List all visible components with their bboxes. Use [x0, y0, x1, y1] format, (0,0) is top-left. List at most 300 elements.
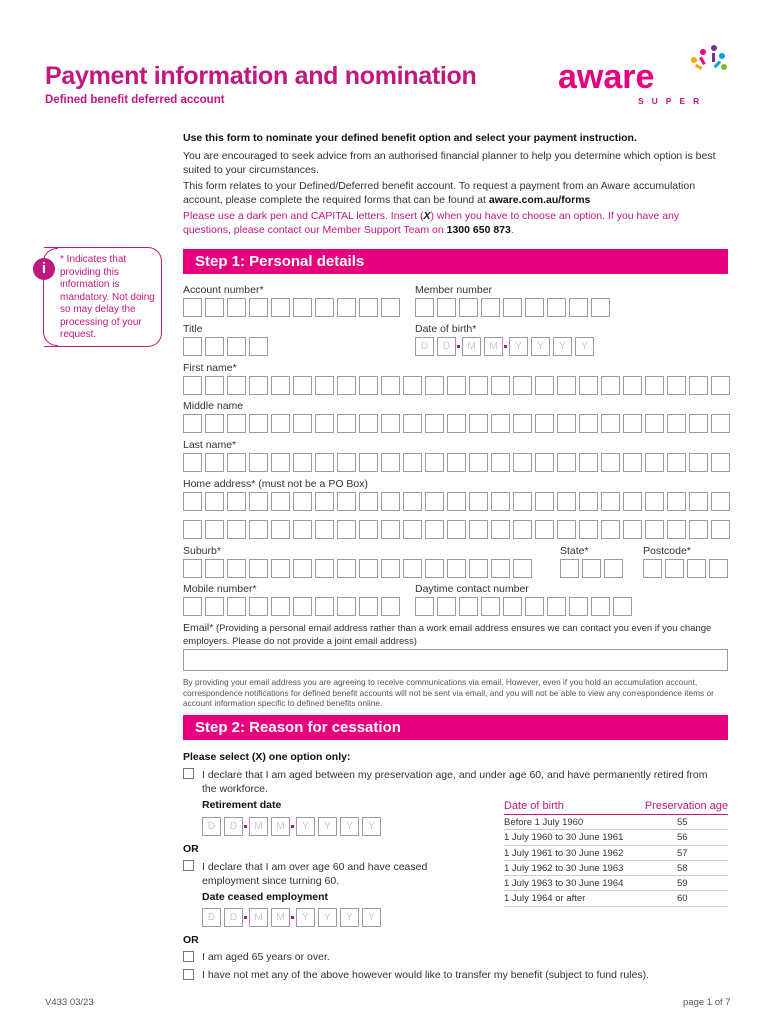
account-number-label: Account number* — [183, 284, 264, 296]
char-box[interactable] — [271, 520, 290, 539]
suburb-label: Suburb* — [183, 545, 221, 557]
char-box[interactable] — [667, 492, 686, 511]
char-box[interactable] — [227, 376, 246, 395]
date-char-box[interactable]: Y — [296, 908, 315, 927]
char-box[interactable] — [525, 298, 544, 317]
dob-field[interactable] — [415, 337, 597, 356]
retirement-date-label: Retirement date — [202, 799, 282, 811]
char-box[interactable] — [557, 520, 576, 539]
char-box[interactable] — [623, 414, 642, 433]
date-char-box[interactable]: Y — [553, 337, 572, 356]
daytime-field[interactable] — [415, 597, 635, 616]
char-box[interactable] — [579, 414, 598, 433]
char-box[interactable] — [623, 492, 642, 511]
date-char-box[interactable]: Y — [318, 908, 337, 927]
date-char-box[interactable]: M — [484, 337, 503, 356]
char-box[interactable] — [665, 559, 684, 578]
char-box[interactable] — [557, 492, 576, 511]
char-box[interactable] — [205, 376, 224, 395]
char-box[interactable] — [183, 492, 202, 511]
email-field[interactable] — [183, 649, 728, 671]
char-box[interactable] — [689, 414, 708, 433]
table-row — [504, 846, 728, 861]
step2-instruction: Please select (X) one option only: — [183, 751, 351, 763]
char-box[interactable] — [425, 414, 444, 433]
date-char-box[interactable]: M — [271, 817, 290, 836]
char-box[interactable] — [579, 376, 598, 395]
char-box[interactable] — [227, 597, 246, 616]
char-box[interactable] — [447, 414, 466, 433]
date-char-box[interactable]: M — [249, 908, 268, 927]
option2-checkbox[interactable] — [183, 860, 194, 871]
date-char-box[interactable]: M — [462, 337, 481, 356]
char-box[interactable] — [535, 453, 554, 472]
char-box[interactable] — [513, 492, 532, 511]
char-box[interactable] — [227, 520, 246, 539]
date-char-box[interactable]: D — [202, 817, 221, 836]
last-name-field[interactable] — [183, 453, 733, 472]
char-box[interactable] — [227, 337, 246, 356]
char-box[interactable] — [205, 414, 224, 433]
char-box[interactable] — [205, 520, 224, 539]
date-char-box[interactable]: Y — [362, 817, 381, 836]
char-box[interactable] — [645, 520, 664, 539]
char-box[interactable] — [579, 520, 598, 539]
title-field[interactable] — [183, 337, 271, 356]
char-box[interactable] — [183, 376, 202, 395]
char-box[interactable] — [667, 376, 686, 395]
char-box[interactable] — [337, 376, 356, 395]
char-box[interactable] — [381, 376, 400, 395]
info-icon: i — [33, 258, 55, 280]
char-box[interactable] — [689, 492, 708, 511]
row-dob: 1 July 1962 to 30 June 1963 — [504, 862, 624, 874]
char-box[interactable] — [359, 414, 378, 433]
char-box[interactable] — [425, 453, 444, 472]
char-box[interactable] — [271, 376, 290, 395]
char-box[interactable] — [425, 559, 444, 578]
page-title: Payment information and nomination — [45, 62, 477, 90]
char-box[interactable] — [315, 376, 334, 395]
logo-text: aware — [558, 58, 655, 96]
char-box[interactable] — [381, 559, 400, 578]
char-box[interactable] — [601, 453, 620, 472]
char-box[interactable] — [447, 492, 466, 511]
char-box[interactable] — [337, 520, 356, 539]
char-box[interactable] — [447, 520, 466, 539]
char-box[interactable] — [469, 453, 488, 472]
char-box[interactable] — [381, 414, 400, 433]
char-box[interactable] — [183, 453, 202, 472]
or-divider-1: OR — [183, 843, 199, 855]
char-box[interactable] — [293, 414, 312, 433]
char-box[interactable] — [227, 414, 246, 433]
char-box[interactable] — [359, 376, 378, 395]
char-box[interactable] — [711, 453, 730, 472]
char-box[interactable] — [425, 376, 444, 395]
char-box[interactable] — [183, 597, 202, 616]
char-box[interactable] — [293, 298, 312, 317]
row-age: 55 — [677, 817, 688, 828]
option4-checkbox[interactable] — [183, 969, 194, 980]
char-box[interactable] — [381, 492, 400, 511]
char-box[interactable] — [591, 298, 610, 317]
step1-heading: Step 1: Personal details — [183, 249, 728, 274]
date-char-box[interactable]: D — [437, 337, 456, 356]
logo-subtext: SUPER — [638, 96, 708, 106]
char-box[interactable] — [315, 520, 334, 539]
char-box[interactable] — [403, 559, 422, 578]
char-box[interactable] — [579, 453, 598, 472]
home-address-label: Home address* (must not be a PO Box) — [183, 478, 368, 490]
char-box[interactable] — [582, 559, 601, 578]
char-box[interactable] — [205, 597, 224, 616]
char-box[interactable] — [569, 597, 588, 616]
char-box[interactable] — [513, 414, 532, 433]
char-box[interactable] — [415, 298, 434, 317]
char-box[interactable] — [437, 298, 456, 317]
row-dob: Before 1 July 1960 — [504, 817, 584, 828]
char-box[interactable] — [227, 453, 246, 472]
char-box[interactable] — [249, 337, 268, 356]
char-box[interactable] — [403, 492, 422, 511]
char-box[interactable] — [249, 298, 268, 317]
char-box[interactable] — [249, 559, 268, 578]
char-box[interactable] — [557, 376, 576, 395]
date-separator — [291, 825, 294, 828]
date-char-box[interactable]: M — [249, 817, 268, 836]
char-box[interactable] — [689, 453, 708, 472]
char-box[interactable] — [645, 376, 664, 395]
option3-text: I am aged 65 years or over. — [202, 951, 330, 963]
char-box[interactable] — [359, 453, 378, 472]
postcode-label: Postcode* — [643, 545, 691, 557]
char-box[interactable] — [623, 376, 642, 395]
table-row — [504, 815, 728, 830]
char-box[interactable] — [381, 597, 400, 616]
page-number: page 1 of 7 — [683, 997, 731, 1008]
char-box[interactable] — [227, 298, 246, 317]
date-ceased-field[interactable] — [202, 908, 384, 927]
char-box[interactable] — [535, 414, 554, 433]
char-box[interactable] — [503, 298, 522, 317]
date-char-box[interactable]: Y — [575, 337, 594, 356]
account-number-field[interactable] — [183, 298, 403, 317]
char-box[interactable] — [183, 520, 202, 539]
email-disclaimer: By providing your email address you are agreeing to receive communications via email. However, even if you hold an accumulation account, correspondence notifications for defined benefit accounts will not be sent via email, and you will not be able to view any correspondence items or account information specific to defined benefits online. — [183, 677, 714, 708]
postcode-field[interactable] — [643, 559, 731, 578]
char-box[interactable] — [591, 597, 610, 616]
char-box[interactable] — [337, 453, 356, 472]
char-box[interactable] — [569, 298, 588, 317]
date-char-box[interactable]: Y — [340, 817, 359, 836]
option1-text: I declare that I am aged between my preservation age, and under age 60, and have permanently retired from the workforce. — [202, 769, 708, 795]
char-box[interactable] — [403, 376, 422, 395]
option3-checkbox[interactable] — [183, 951, 194, 962]
char-box[interactable] — [601, 492, 620, 511]
char-box[interactable] — [337, 492, 356, 511]
char-box[interactable] — [469, 520, 488, 539]
char-box[interactable] — [249, 520, 268, 539]
char-box[interactable] — [415, 597, 434, 616]
char-box[interactable] — [613, 597, 632, 616]
intro-para2: This form relates to your Defined/Deferred benefit account. To request a payment from an Aware accumulation account, please complete the required forms that can be found at aware.com.au/forms — [183, 180, 696, 206]
char-box[interactable] — [359, 559, 378, 578]
char-box[interactable] — [315, 559, 334, 578]
date-char-box[interactable]: D — [202, 908, 221, 927]
home-address-line1[interactable] — [183, 492, 733, 511]
row-age: 56 — [677, 832, 688, 844]
char-box[interactable] — [437, 597, 456, 616]
char-box[interactable] — [271, 453, 290, 472]
char-box[interactable] — [249, 597, 268, 616]
date-char-box[interactable]: Y — [318, 817, 337, 836]
row-dob: 1 July 1963 to 30 June 1964 — [504, 878, 624, 890]
state-field[interactable] — [560, 559, 626, 578]
char-box[interactable] — [293, 453, 312, 472]
char-box[interactable] — [491, 559, 510, 578]
row-age: 60 — [677, 893, 688, 905]
char-box[interactable] — [315, 597, 334, 616]
first-name-field[interactable] — [183, 376, 733, 395]
char-box[interactable] — [711, 376, 730, 395]
member-number-field[interactable] — [415, 298, 613, 317]
date-separator — [244, 825, 247, 828]
char-box[interactable] — [491, 414, 510, 433]
middle-name-label: Middle name — [183, 400, 244, 412]
char-box[interactable] — [293, 559, 312, 578]
support-phone: 1300 650 873 — [446, 224, 511, 236]
char-box[interactable] — [469, 376, 488, 395]
middle-name-field[interactable] — [183, 414, 733, 433]
email-label: Email* (Providing a personal email address rather than a work email address ensures we can contact you even if you change employers. Please do not provide a joint email address) — [183, 622, 712, 647]
char-box[interactable] — [337, 414, 356, 433]
row-age: 59 — [677, 878, 688, 890]
intro-bold: Use this form to nominate your defined benefit option and select your payment instruction. — [183, 132, 637, 144]
char-box[interactable] — [513, 376, 532, 395]
date-char-box[interactable]: Y — [362, 908, 381, 927]
date-char-box[interactable]: Y — [340, 908, 359, 927]
char-box[interactable] — [601, 414, 620, 433]
option2-text: I declare that I am over age 60 and have ceased employment since turning 60. — [202, 861, 428, 887]
char-box[interactable] — [403, 520, 422, 539]
option1-checkbox[interactable] — [183, 768, 194, 779]
char-box[interactable] — [469, 492, 488, 511]
char-box[interactable] — [601, 520, 620, 539]
char-box[interactable] — [337, 298, 356, 317]
char-box[interactable] — [381, 298, 400, 317]
char-box[interactable] — [205, 492, 224, 511]
char-box[interactable] — [459, 298, 478, 317]
char-box[interactable] — [183, 298, 202, 317]
char-box[interactable] — [491, 520, 510, 539]
char-box[interactable] — [687, 559, 706, 578]
char-box[interactable] — [667, 520, 686, 539]
char-box[interactable] — [425, 520, 444, 539]
or-divider-2: OR — [183, 934, 199, 946]
aware-super-logo — [556, 40, 731, 110]
char-box[interactable] — [337, 559, 356, 578]
char-box[interactable] — [503, 597, 522, 616]
char-box[interactable] — [481, 298, 500, 317]
table-row — [504, 861, 728, 876]
char-box[interactable] — [623, 520, 642, 539]
char-box[interactable] — [337, 597, 356, 616]
date-char-box[interactable]: Y — [296, 817, 315, 836]
char-box[interactable] — [425, 492, 444, 511]
char-box[interactable] — [481, 597, 500, 616]
char-box[interactable] — [469, 559, 488, 578]
char-box[interactable] — [491, 376, 510, 395]
char-box[interactable] — [205, 337, 224, 356]
char-box[interactable] — [709, 559, 728, 578]
char-box[interactable] — [205, 298, 224, 317]
date-char-box[interactable]: M — [271, 908, 290, 927]
date-char-box[interactable]: Y — [531, 337, 550, 356]
last-name-label: Last name* — [183, 439, 237, 451]
date-separator — [244, 916, 247, 919]
row-dob: 1 July 1960 to 30 June 1961 — [504, 832, 624, 844]
title-label: Title — [183, 323, 203, 335]
char-box[interactable] — [513, 453, 532, 472]
char-box[interactable] — [271, 597, 290, 616]
char-box[interactable] — [667, 414, 686, 433]
forms-link[interactable]: aware.com.au/forms — [488, 194, 591, 206]
char-box[interactable] — [711, 520, 730, 539]
table-row — [504, 876, 728, 891]
char-box[interactable] — [447, 376, 466, 395]
intro-para3: Please use a dark pen and CAPITAL letters. Insert (X) when you have to choose an option. If you have any questions, please contact our Member Support Team on 1300 650 873. — [183, 210, 680, 236]
char-box[interactable] — [667, 453, 686, 472]
char-box[interactable] — [459, 597, 478, 616]
char-box[interactable] — [560, 559, 579, 578]
date-ceased-label: Date ceased employment — [202, 891, 329, 903]
char-box[interactable] — [381, 520, 400, 539]
char-box[interactable] — [645, 492, 664, 511]
char-box[interactable] — [271, 492, 290, 511]
char-box[interactable] — [183, 337, 202, 356]
preservation-age-table — [504, 800, 728, 907]
char-box[interactable] — [643, 559, 662, 578]
char-box[interactable] — [491, 492, 510, 511]
home-address-line2[interactable] — [183, 520, 733, 539]
step2-heading: Step 2: Reason for cessation — [183, 715, 728, 740]
char-box[interactable] — [557, 453, 576, 472]
col-date-of-birth: Date of birth — [504, 800, 564, 812]
char-box[interactable] — [271, 298, 290, 317]
char-box[interactable] — [689, 520, 708, 539]
row-age: 57 — [677, 847, 688, 859]
suburb-field[interactable] — [183, 559, 535, 578]
member-number-label: Member number — [415, 284, 493, 296]
char-box[interactable] — [623, 453, 642, 472]
char-box[interactable] — [315, 298, 334, 317]
table-row — [504, 830, 728, 845]
char-box[interactable] — [293, 520, 312, 539]
char-box[interactable] — [183, 559, 202, 578]
char-box[interactable] — [469, 414, 488, 433]
char-box[interactable] — [601, 376, 620, 395]
page-subtitle: Defined benefit deferred account — [45, 94, 225, 106]
char-box[interactable] — [403, 453, 422, 472]
char-box[interactable] — [293, 597, 312, 616]
char-box[interactable] — [547, 298, 566, 317]
char-box[interactable] — [604, 559, 623, 578]
char-box[interactable] — [315, 453, 334, 472]
date-char-box[interactable]: D — [224, 908, 243, 927]
form-code: V433 03/23 — [45, 997, 94, 1008]
char-box[interactable] — [249, 492, 268, 511]
char-box[interactable] — [711, 492, 730, 511]
char-box[interactable] — [689, 376, 708, 395]
logo-burst-icon — [691, 45, 727, 70]
char-box[interactable] — [579, 492, 598, 511]
char-box[interactable] — [271, 559, 290, 578]
char-box[interactable] — [535, 376, 554, 395]
char-box[interactable] — [359, 597, 378, 616]
char-box[interactable] — [359, 492, 378, 511]
col-preservation-age: Preservation age — [644, 800, 728, 812]
table-row — [504, 891, 728, 906]
char-box[interactable] — [711, 414, 730, 433]
char-box[interactable] — [535, 520, 554, 539]
char-box[interactable] — [293, 376, 312, 395]
char-box[interactable] — [491, 453, 510, 472]
char-box[interactable] — [557, 414, 576, 433]
date-char-box[interactable]: D — [224, 817, 243, 836]
date-char-box[interactable]: D — [415, 337, 434, 356]
char-box[interactable] — [205, 453, 224, 472]
mobile-label: Mobile number* — [183, 583, 257, 595]
char-box[interactable] — [535, 492, 554, 511]
char-box[interactable] — [513, 520, 532, 539]
char-box[interactable] — [315, 414, 334, 433]
mandatory-info-text: * Indicates that providing this information is mandatory. Not doing so may delay the processing of your request. — [60, 254, 155, 340]
char-box[interactable] — [645, 453, 664, 472]
option4-text: I have not met any of the above however would like to transfer my benefit (subject to fund rules). — [202, 969, 650, 981]
char-box[interactable] — [447, 453, 466, 472]
dob-label: Date of birth* — [415, 323, 477, 335]
state-label: State* — [560, 545, 589, 557]
char-box[interactable] — [547, 597, 566, 616]
char-box[interactable] — [249, 453, 268, 472]
char-box[interactable] — [359, 298, 378, 317]
retirement-date-field[interactable] — [202, 817, 384, 836]
char-box[interactable] — [227, 492, 246, 511]
char-box[interactable] — [525, 597, 544, 616]
char-box[interactable] — [359, 520, 378, 539]
mobile-field[interactable] — [183, 597, 403, 616]
date-char-box[interactable]: Y — [509, 337, 528, 356]
char-box[interactable] — [513, 559, 532, 578]
char-box[interactable] — [447, 559, 466, 578]
char-box[interactable] — [381, 453, 400, 472]
date-separator — [457, 345, 460, 348]
char-box[interactable] — [315, 492, 334, 511]
char-box[interactable] — [293, 492, 312, 511]
char-box[interactable] — [205, 559, 224, 578]
char-box[interactable] — [227, 559, 246, 578]
date-separator — [291, 916, 294, 919]
char-box[interactable] — [271, 414, 290, 433]
char-box[interactable] — [183, 414, 202, 433]
date-separator — [504, 345, 507, 348]
char-box[interactable] — [645, 414, 664, 433]
char-box[interactable] — [403, 414, 422, 433]
row-age: 58 — [677, 862, 688, 874]
char-box[interactable] — [249, 376, 268, 395]
char-box[interactable] — [249, 414, 268, 433]
